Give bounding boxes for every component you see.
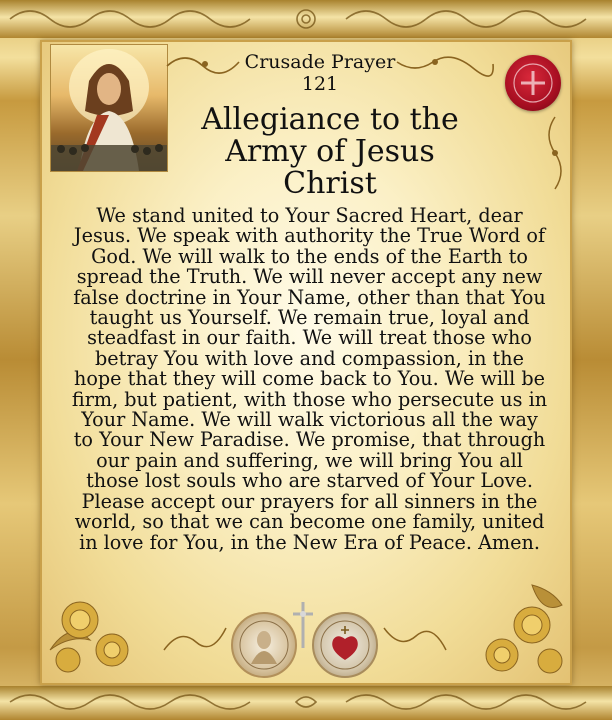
- wax-seal-icon: [505, 55, 561, 111]
- bottom-scroll-ornament: [0, 684, 612, 720]
- body-line: our pain and suffering, we will bring You all: [96, 448, 523, 472]
- body-line: God. We will walk to the ends of the Earth to: [91, 244, 528, 268]
- body-line: to Your New Paradise. We promise, that through: [73, 428, 546, 452]
- prayer-body: [62, 206, 557, 553]
- body-line: hope that they will come back to You. We will be: [73, 367, 546, 391]
- sacred-heart-medal-icon: [312, 612, 378, 678]
- bottom-left-flourish-icon: [160, 620, 230, 660]
- left-flourish-icon: [165, 48, 245, 78]
- body-line: steadfast in our faith. We will treat those who: [87, 326, 532, 350]
- body-line: betray You with love and compassion, in the: [95, 346, 524, 370]
- body-line: firm, but patient, with those who persecute us in: [71, 387, 548, 411]
- body-line: Jesus. We speak with authority the True Word of: [73, 224, 546, 248]
- title-line: Army of Jesus: [225, 134, 435, 169]
- jesus-image: [50, 44, 168, 172]
- series-label: Crusade Prayer: [244, 51, 396, 73]
- side-flourish-icon: [540, 115, 570, 190]
- prayer-title: [170, 104, 490, 200]
- top-scroll-ornament: [0, 0, 612, 38]
- title-line: Christ: [283, 166, 377, 201]
- body-line: Your Name. We will walk victorious all the way: [81, 408, 538, 432]
- body-line: spread the Truth. We will never accept any new: [76, 265, 543, 289]
- body-line: We stand united to Your Sacred Heart, dear: [96, 204, 523, 227]
- series-number: 121: [301, 73, 339, 95]
- right-flourish-icon: [395, 48, 495, 78]
- body-line: taught us Yourself. We remain true, loyal and: [89, 306, 530, 330]
- body-line: false doctrine in Your Name, other than that You: [73, 285, 546, 309]
- body-line: Please accept our prayers for all sinners in the: [81, 489, 538, 513]
- golden-roses-left-icon: [40, 580, 150, 680]
- body-line: world, so that we can become one family, united: [74, 510, 545, 534]
- title-line: Allegiance to the: [201, 102, 459, 137]
- golden-roses-right-icon: [462, 575, 572, 680]
- body-line: in love for You, in the New Era of Peace. Amen.: [79, 530, 540, 554]
- body-line: those lost souls who are starved of Your Love.: [86, 469, 533, 493]
- bottom-right-flourish-icon: [380, 620, 450, 660]
